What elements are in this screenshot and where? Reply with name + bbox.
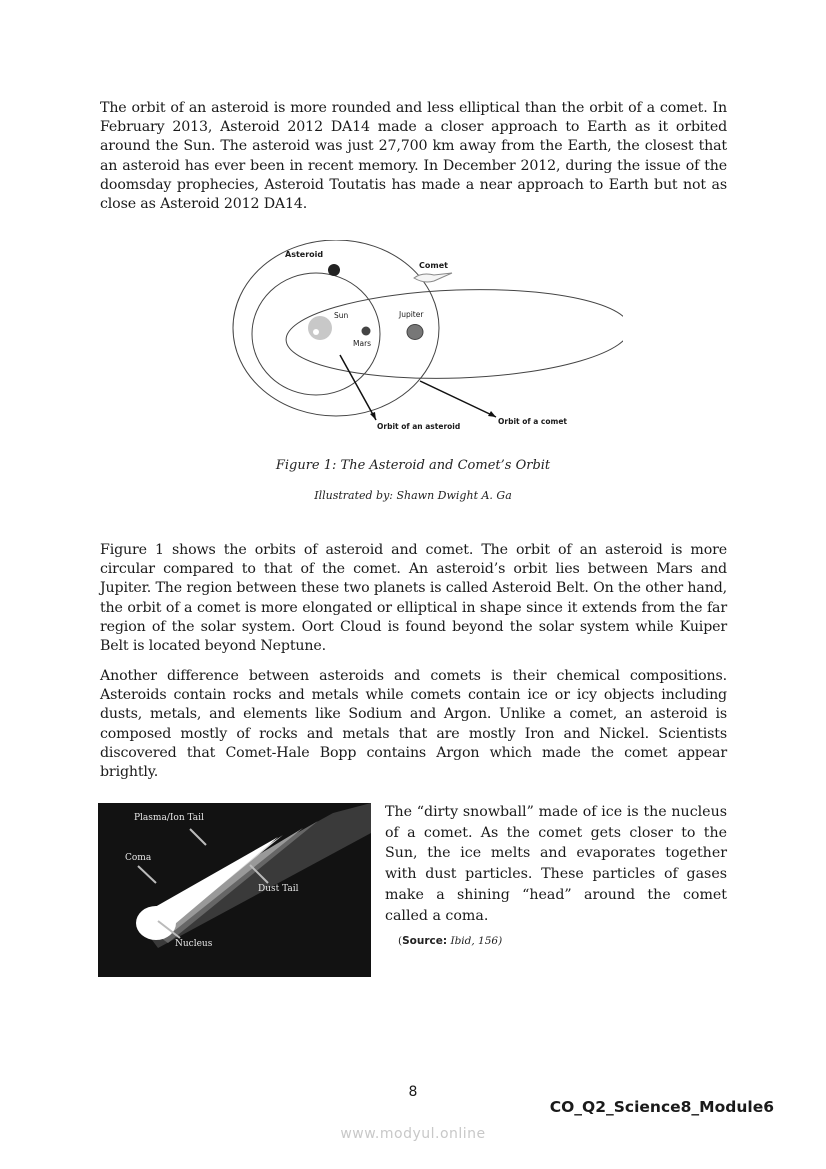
label-coma: Coma xyxy=(125,853,152,863)
page-number: 8 xyxy=(408,1084,418,1100)
label-dust-tail: Dust Tail xyxy=(258,884,299,894)
label-plasma-tail: Plasma/Ion Tail xyxy=(134,813,204,823)
figure-credit: Illustrated by: Shawn Dwight A. Ga xyxy=(314,489,512,502)
source-citation: (Source: Ibid, 156) xyxy=(398,935,503,947)
label-sun: Sun xyxy=(334,311,349,320)
source-ref: Ibid, 156) xyxy=(450,935,503,947)
intro-paragraph: The orbit of an asteroid is more rounded and less elliptical than the orbit of a comet. In February 2013, Asteroid 2012 DA14 made a closer approach to Earth as it orbited around the Sun. The asteroid was just 27,700 km away from the Earth, the closest that an asteroid has ever been in recent memory. In December 2012, during the issue of the doomsday prophecies, Asteroid Toutatis has made a near approach to Earth but not as close as Asteroid 2012 DA14. xyxy=(100,100,727,213)
label-comet: Comet xyxy=(419,261,448,270)
source-label: Source: xyxy=(402,935,448,947)
label-mars: Mars xyxy=(353,339,372,348)
coma-paragraph: The “dirty snowball” made of ice is the nucleus of a comet. As the comet gets closer to the Sun, the ice melts and evaporates together with dust particles. These particles of gases make a shining “head” around the comet called a coma. xyxy=(385,804,727,924)
label-orbit-asteroid: Orbit of an asteroid xyxy=(377,422,461,431)
figure-caption: Figure 1: The Asteroid and Comet’s Orbit xyxy=(275,458,551,473)
comet-anatomy-image xyxy=(98,803,371,977)
comet-illustration xyxy=(98,803,371,977)
orbit-diagram xyxy=(228,240,623,440)
label-jupiter: Jupiter xyxy=(399,310,424,319)
label-orbit-comet: Orbit of a comet xyxy=(498,417,567,426)
label-asteroid: Asteroid xyxy=(285,250,324,259)
label-nucleus: Nucleus xyxy=(175,939,213,949)
module-code: CO_Q2_Science8_Module6 xyxy=(549,1098,774,1116)
orbit-diagram-svg xyxy=(228,240,623,440)
watermark: www.modyul.online xyxy=(340,1126,486,1142)
figure-explanation-paragraph: Figure 1 shows the orbits of asteroid and comet. The orbit of an asteroid is more circular compared to that of the comet. An asteroid’s orbit lies between Mars and Jupiter. The region between these two planets is called Asteroid Belt. On the other hand, the orbit of a comet is more elongated or elliptical in shape since it extends from the far region of the solar system. Oort Cloud is found beyond the solar system while Kuiper Belt is located beyond Neptune. xyxy=(100,542,727,655)
composition-paragraph: Another difference between asteroids and comets is their chemical compositions. Asteroids contain rocks and metals while comets contain ice or icy objects including dusts, metals, and elements like Sodium and Argon. Unlike a comet, an asteroid is composed mostly of rocks and metals that are mostly Iron and Nickel. Scientists discovered that Comet-Hale Bopp contains Argon which made the comet appear brightly. xyxy=(100,668,727,781)
